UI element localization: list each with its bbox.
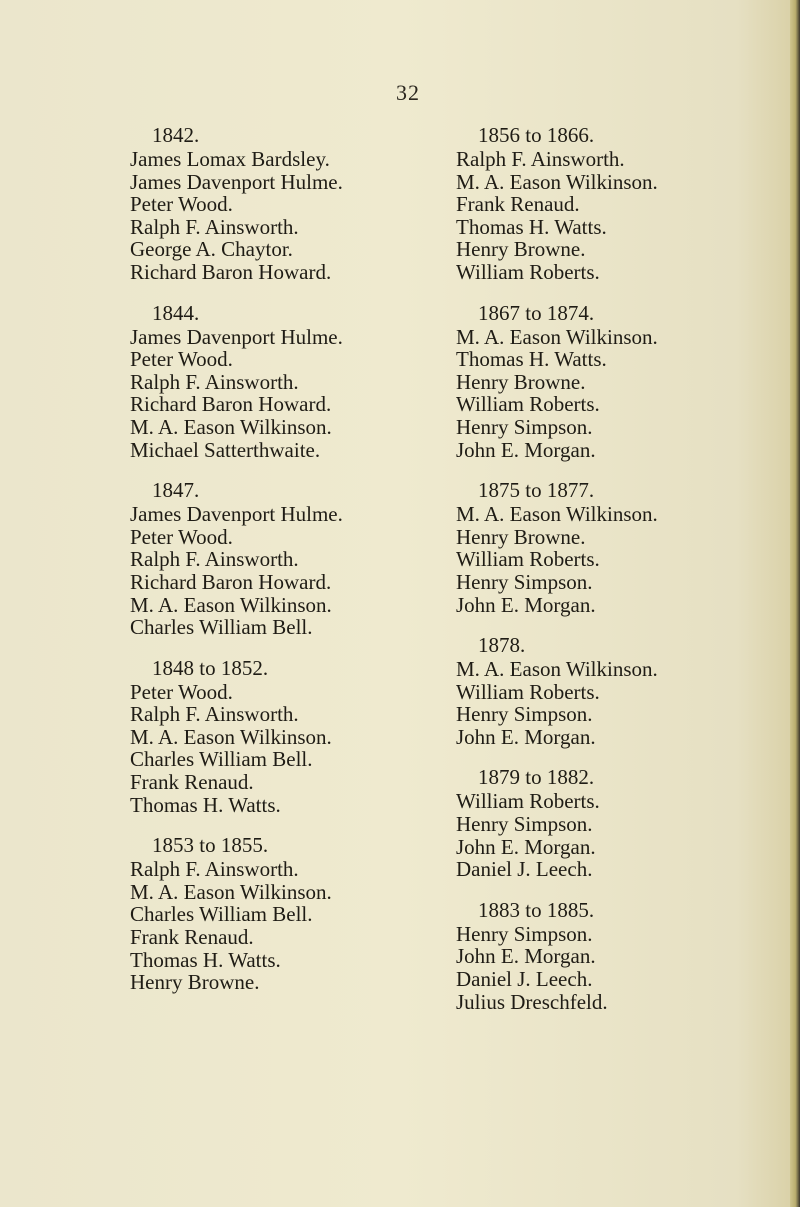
member-name: William Roberts. (456, 679, 600, 704)
member-name: Richard Baron Howard. (130, 392, 332, 417)
member-name: Charles William Bell. (130, 902, 313, 927)
member-name: James Davenport Hulme. (130, 502, 343, 527)
member-name: Julius Dreschfeld. (456, 989, 608, 1014)
member-name: Henry Browne. (456, 524, 586, 549)
year-heading: 1842. (152, 123, 200, 147)
member-name: Thomas H. Watts. (456, 214, 607, 239)
year-heading: 1844. (152, 300, 200, 325)
member-name: Henry Simpson. (456, 414, 593, 439)
member-name: Peter Wood. (130, 347, 233, 372)
member-name: Daniel J. Leech. (456, 967, 593, 992)
year-group (130, 834, 430, 994)
member-name: Ralph F. Ainsworth. (130, 702, 299, 727)
member-name: Ralph F. Ainsworth. (130, 857, 299, 882)
year-heading: 1879 to 1882. (478, 765, 595, 790)
year-heading: 1883 to 1885. (478, 897, 595, 922)
member-name: M. A. Eason Wilkinson. (130, 592, 332, 617)
member-name: John E. Morgan. (456, 437, 596, 462)
year-heading: 1867 to 1874. (478, 300, 595, 325)
member-name: M. A. Eason Wilkinson. (456, 169, 658, 194)
member-name: Charles William Bell. (130, 747, 313, 772)
year-group (130, 124, 430, 284)
member-name: Henry Browne. (456, 369, 586, 394)
year-group (456, 124, 796, 284)
member-name: Richard Baron Howard. (130, 259, 332, 284)
year-heading: 1875 to 1877. (478, 478, 595, 503)
member-name: Frank Renaud. (456, 192, 580, 217)
member-name: Ralph F. Ainsworth. (130, 369, 299, 394)
year-group (130, 302, 430, 462)
member-name: Frank Renaud. (130, 770, 254, 795)
member-name: James Davenport Hulme. (130, 324, 343, 349)
member-name: Peter Wood. (130, 679, 233, 704)
member-name: Peter Wood. (130, 524, 233, 549)
right-column (456, 124, 796, 1031)
member-name: Ralph F. Ainsworth. (130, 547, 299, 572)
member-name: Richard Baron Howard. (130, 569, 332, 594)
member-name: Thomas H. Watts. (130, 947, 281, 972)
year-group (456, 899, 796, 1013)
year-heading: 1878. (478, 633, 526, 658)
year-group (456, 634, 796, 748)
member-name: Frank Renaud. (130, 925, 254, 950)
member-name: Ralph F. Ainsworth. (130, 214, 299, 239)
member-name: M. A. Eason Wilkinson. (130, 414, 332, 439)
member-name: Ralph F. Ainsworth. (456, 147, 625, 171)
member-name: John E. Morgan. (456, 944, 596, 969)
member-name: Henry Browne. (456, 237, 586, 262)
member-name: Daniel J. Leech. (456, 857, 593, 882)
year-heading: 1847. (152, 478, 200, 503)
member-name: William Roberts. (456, 259, 600, 284)
member-name: Thomas H. Watts. (456, 347, 607, 372)
member-name: James Davenport Hulme. (130, 169, 343, 194)
member-name: William Roberts. (456, 392, 600, 417)
member-name: Charles William Bell. (130, 615, 313, 640)
left-column (130, 124, 430, 1012)
member-name: Henry Simpson. (456, 812, 593, 837)
member-name: William Roberts. (456, 789, 600, 814)
year-group (130, 657, 430, 817)
member-name: Thomas H. Watts. (130, 792, 281, 817)
member-name: Michael Satterthwaite. (130, 437, 321, 462)
member-name: Henry Simpson. (456, 921, 593, 946)
member-name: M. A. Eason Wilkinson. (456, 502, 658, 527)
member-name: James Lomax Bardsley. (130, 147, 330, 171)
member-name: Henry Simpson. (456, 702, 593, 727)
member-name: John E. Morgan. (456, 592, 596, 617)
member-name: M. A. Eason Wilkinson. (456, 324, 658, 349)
member-name: M. A. Eason Wilkinson. (456, 657, 658, 682)
member-name: George A. Chaytor. (130, 237, 293, 262)
member-name: Peter Wood. (130, 192, 233, 217)
member-name: Henry Simpson. (456, 569, 593, 594)
year-heading: 1853 to 1855. (152, 833, 269, 858)
member-name: Henry Browne. (130, 970, 260, 995)
member-name: M. A. Eason Wilkinson. (130, 724, 332, 749)
member-name: M. A. Eason Wilkinson. (130, 879, 332, 904)
year-heading: 1848 to 1852. (152, 655, 269, 680)
member-name: John E. Morgan. (456, 834, 596, 859)
member-name: William Roberts. (456, 547, 600, 572)
year-group (456, 479, 796, 616)
year-heading: 1856 to 1866. (478, 123, 595, 147)
page-number: 32 (396, 80, 420, 105)
year-group (130, 479, 430, 639)
member-name: John E. Morgan. (456, 724, 596, 749)
year-group (456, 766, 796, 880)
year-group (456, 302, 796, 462)
